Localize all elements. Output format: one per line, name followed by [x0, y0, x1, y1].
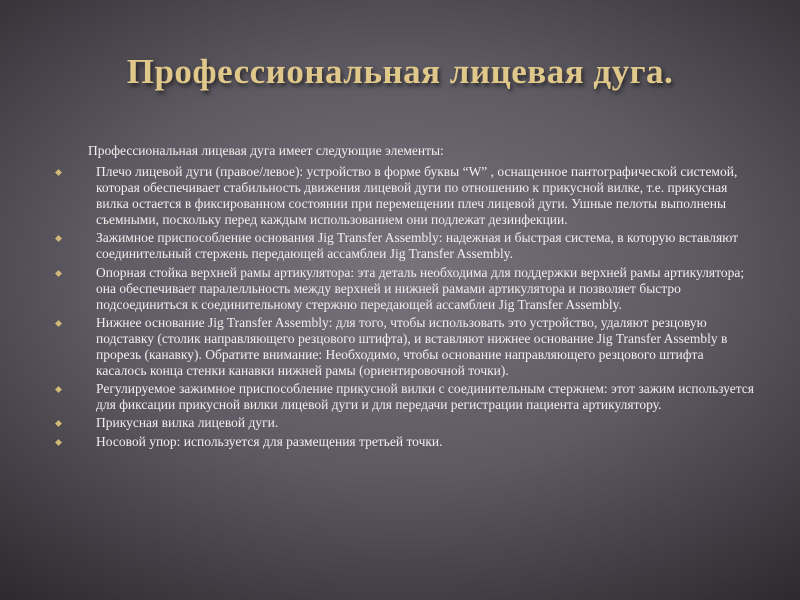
list-item: [56, 230, 756, 262]
diamond-bullet-icon: [55, 235, 62, 242]
slide-intro: Профессиональная лицевая дуга имеет следующие элементы:: [88, 143, 444, 158]
list-item-text: Регулируемое зажимное приспособление прикусной вилки с соединительным стержнем: этот зажим используется для фиксации прикусной вилки лицевой дуги и для передачи регистрации пациента артикулятору.: [96, 381, 754, 413]
list-item-text: Опорная стойка верхней рамы артикулятора: эта деталь необходима для поддержки верхней рамы артикулятора; она обеспечивает паралелльность между верхней и нижней рамами артикулятора и позволяет быстро подсоединиться к соединительному стержню передающей ассамблеи Jig Transfer Assembly.: [96, 264, 745, 312]
diamond-bullet-icon: [55, 386, 62, 393]
slide-title: Профессиональная лицевая дуга.: [126, 52, 674, 91]
diamond-bullet-icon: [55, 270, 62, 277]
diamond-bullet-icon: [55, 320, 62, 327]
list-item: [56, 265, 756, 313]
list-item: [56, 164, 756, 228]
list-item: [56, 434, 756, 450]
diamond-bullet-icon: [55, 169, 62, 176]
list-item-text: Плечо лицевой дуги (правое/левое): устройство в форме буквы “W” , оснащенное пантографической системой, которая обеспечивает стабильность движения лицевой дуги по отношению к прикусной вилке, т.е. прикусная вилка остается в фиксированном состоянии при перемещении плеч лицевой дуги. Ушные пелоты выполнены съемными, поскольку перед каждым использованием они подлежат дезинфекции.: [96, 164, 738, 228]
diamond-bullet-icon: [55, 420, 62, 427]
diamond-bullet-icon: [55, 438, 62, 445]
list-item-text: Носовой упор: используется для размещения третьей точки.: [96, 433, 443, 449]
list-item-text: Прикусная вилка лицевой дуги.: [96, 415, 279, 431]
bullet-list: [56, 164, 756, 452]
list-item-text: Нижнее основание Jig Transfer Assembly: для того, чтобы использовать это устройство, удаляют резцовую подставку (столик направляющего резцового штифта), и вставляют нижнее основание Jig Transfer Assembly в прорезь (канавку). Обратите внимание: Необходимо, чтобы основание направляющего резцового штифта касалось конца стенки канавки нижней рамы (ориентировочной точки).: [96, 314, 728, 379]
list-item: [56, 415, 756, 431]
list-item: [56, 315, 756, 379]
list-item: [56, 381, 756, 413]
list-item-text: Зажимное приспособление основания Jig Transfer Assembly: надежная и быстрая система, в которую вставляют соединительный стержень передающей ассамблеи Jig Transfer Assembly.: [96, 230, 739, 262]
